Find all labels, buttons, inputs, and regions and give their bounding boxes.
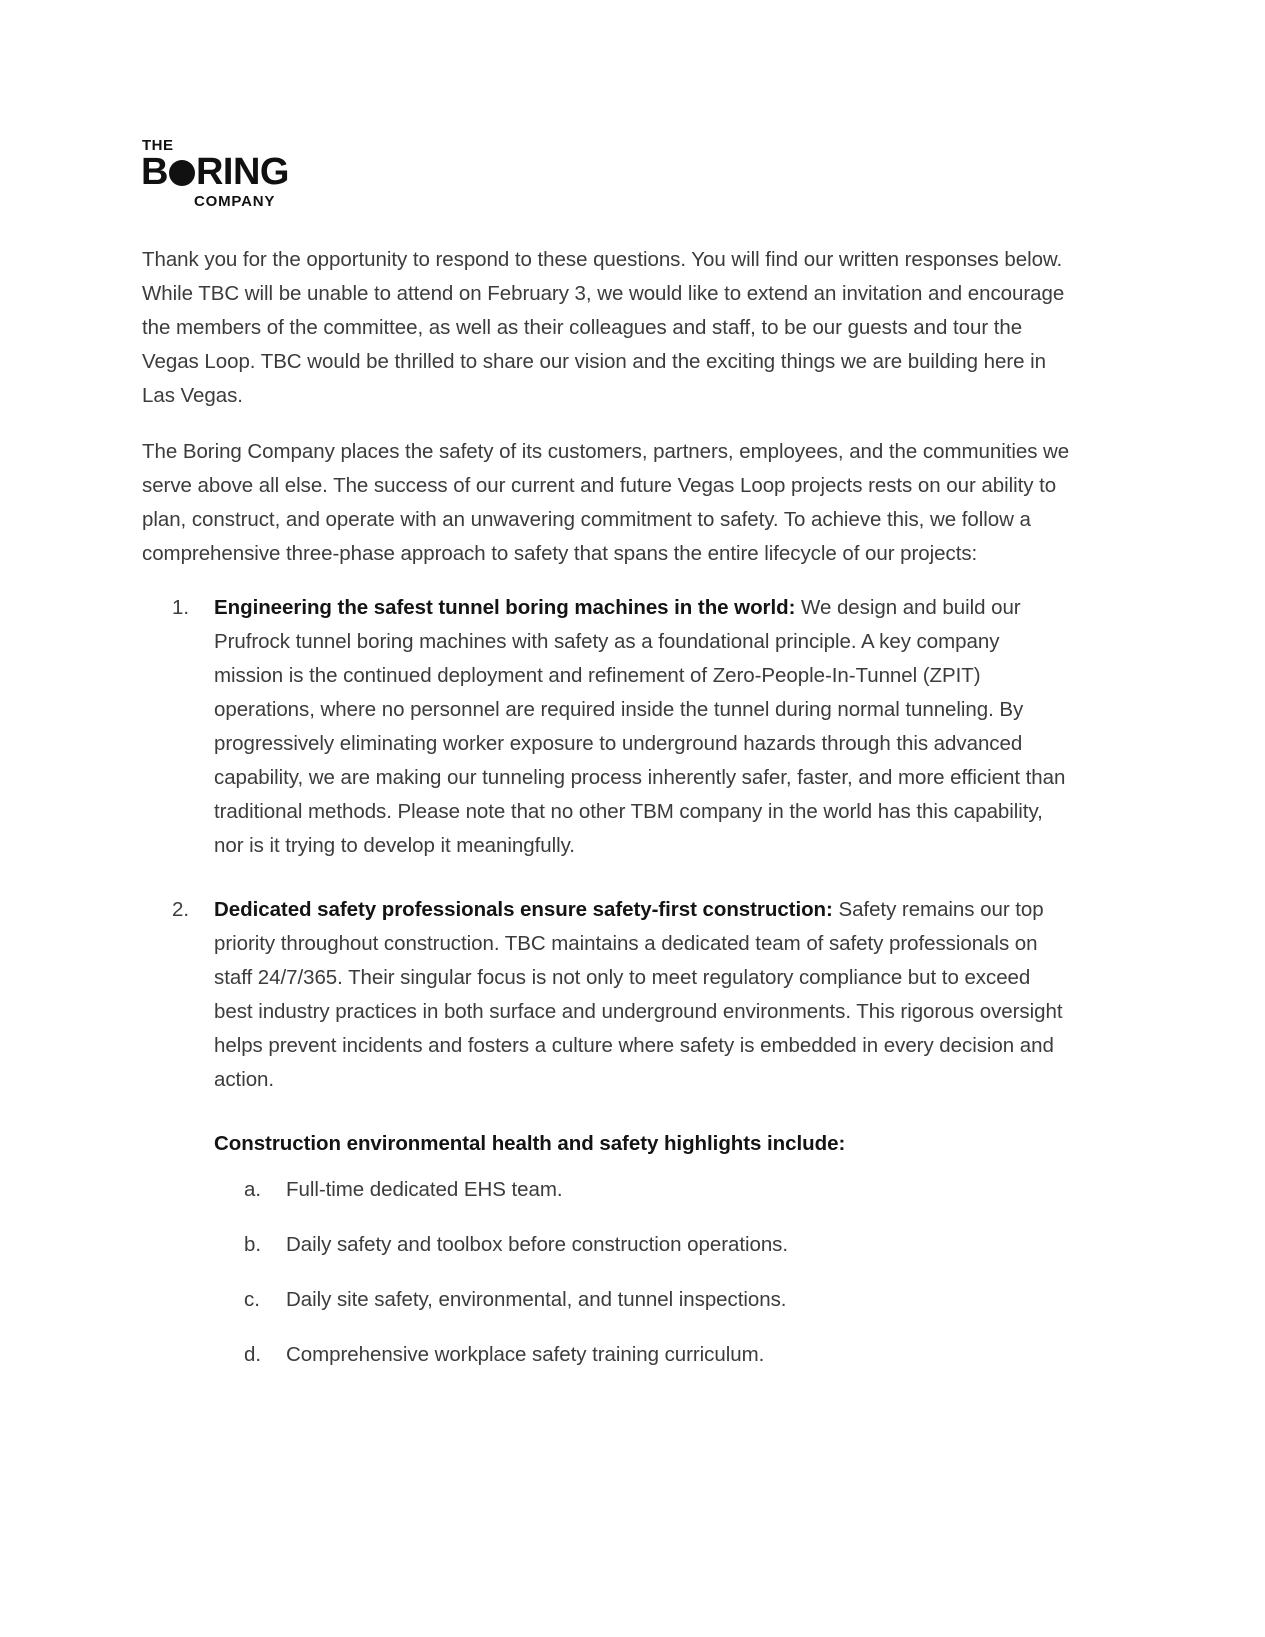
logo-wordmark	[141, 153, 289, 191]
list-item-body: Safety remains our top priority throughout construction. TBC maintains a dedicated team of safety professionals on staff 24/7/365. Their singular focus is not only to meet regulatory compliance but to exceed best industry practices in both surface and underground environments. This rigorous oversight helps prevent incidents and fosters a culture where safety is embedded in every decision and action.	[214, 898, 1063, 1091]
logo-company-text: COMPANY	[194, 193, 276, 210]
list-item-lead: Engineering the safest tunnel boring machines in the world:	[214, 596, 796, 619]
boring-company-logo	[142, 138, 294, 210]
highlights-sub-heading: Construction environmental health and safety highlights include:	[214, 1132, 846, 1155]
list-item	[142, 591, 1070, 863]
list-item	[214, 1228, 1070, 1262]
logo-wordmark-before: B	[141, 151, 168, 193]
list-item-text	[214, 898, 1062, 1091]
list-item	[214, 1283, 1070, 1317]
list-item	[142, 893, 1070, 1372]
list-item-text: Comprehensive workplace safety training curriculum.	[286, 1343, 765, 1366]
list-item	[214, 1338, 1070, 1372]
list-item-text: Daily site safety, environmental, and tunnel inspections.	[286, 1288, 787, 1311]
list-marker: c.	[244, 1288, 260, 1311]
logo-wordmark-after: RING	[195, 151, 289, 193]
list-marker: 2.	[172, 898, 190, 921]
numbered-list	[142, 591, 1070, 1372]
list-marker: 1.	[172, 596, 190, 619]
list-item-text: Full-time dedicated EHS team.	[286, 1178, 563, 1201]
alpha-sub-list	[214, 1173, 1070, 1372]
intro-paragraph: Thank you for the opportunity to respond to these questions. You will find our written responses below. While TBC will be unable to attend on February 3, we would like to extend an invitation and encourage the members of the committee, as well as their colleagues and staff, to be our guests and tour the Vegas Loop. TBC would be thrilled to share our vision and the exciting things we are building here in Las Vegas.	[142, 248, 1065, 407]
list-item-body: We design and build our Prufrock tunnel boring machines with safety as a foundational principle. A key company mission is the continued deployment and refinement of Zero-People-In-Tunnel (ZPIT) operations, where no personnel are required inside the tunnel during normal tunneling. By progressively eliminating worker exposure to underground hazards through this advanced capability, we are making our tunneling process inherently safer, faster, and more efficient than traditional methods. Please note that no other TBM company in the world has this capability, nor is it trying to develop it meaningfully.	[214, 596, 1066, 857]
list-marker: d.	[244, 1343, 262, 1366]
list-item	[214, 1173, 1070, 1207]
logo-the-text: THE	[142, 137, 174, 154]
safety-overview-paragraph: The Boring Company places the safety of its customers, partners, employees, and the communities we serve above all else. The success of our current and future Vegas Loop projects rests on our ability to plan, construct, and operate with an unwavering commitment to safety. To achieve this, we follow a comprehensive three-phase approach to safety that spans the entire lifecycle of our projects:	[142, 440, 1070, 565]
document-body	[142, 243, 1070, 1402]
list-item-text: Daily safety and toolbox before construction operations.	[286, 1233, 789, 1256]
list-marker: b.	[244, 1233, 262, 1256]
list-item-text	[214, 596, 1065, 857]
filled-circle-o-icon	[169, 160, 195, 186]
list-marker: a.	[244, 1178, 262, 1201]
list-item-lead: Dedicated safety professionals ensure safety-first construction:	[214, 898, 833, 921]
